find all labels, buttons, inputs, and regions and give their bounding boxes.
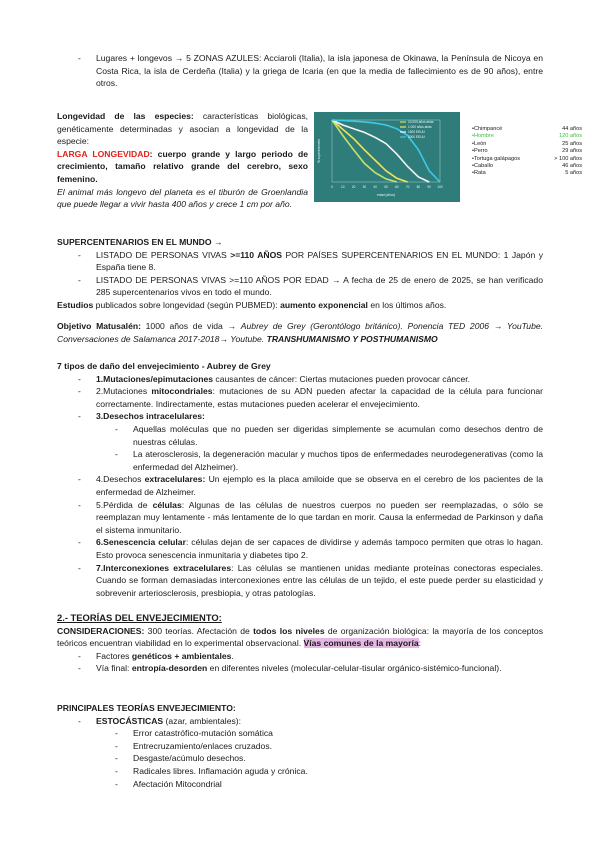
survival-chart <box>314 112 460 202</box>
estudios-line: Estudios publicados sobre longevidad (según PUBMED): aumento exponencial en los últimos años. <box>57 299 447 310</box>
x-tick-label: 80 <box>416 185 421 189</box>
principales-title: PRINCIPALES TEORÍAS ENVEJECIMIENTO: <box>57 703 236 713</box>
list-item: - 6.Senescencia celular: células dejan de ser capaces de dividirse y además tampoco permiten que otras lo hagan. Esto provoca senescencia inmunitaria y diabetes tipo 2. <box>78 537 544 560</box>
sub-list-item: - La aterosclerosis, la degeneración macular y muchos tipos de enfermedades neurodegenerativas (como la enfermedad del Alzheimer). <box>115 449 543 472</box>
species-row <box>472 133 582 140</box>
list-item: - 3.Desechos intracelulares: <box>78 411 205 422</box>
list-item: - LISTADO DE PERSONAS VIVAS >=110 AÑOS POR EDAD → A fecha de 25 de enero de 2025, se han verificado 285 supercentenarios vivos en todo el mundo. <box>78 274 543 298</box>
species-value: 46 años <box>562 163 582 170</box>
legend-label: 2000 EEUU <box>408 135 425 139</box>
species-name: •Hombre <box>472 133 494 140</box>
species-row <box>472 163 582 170</box>
supercentenarios-block <box>57 236 543 312</box>
tipos-title: 7 tipos de daño del envejecimiento - Aubrey de Grey <box>57 361 271 371</box>
species-name: •Perro <box>472 148 488 155</box>
legend-label: 1900 EEUU <box>408 130 425 134</box>
x-tick-label: 50 <box>384 185 388 189</box>
longevidad-text: características biológicas, genéticamente determinadas y asocian a longevidad de la especie: <box>57 111 308 147</box>
teorias-title: 2.- TEORÍAS DEL ENVEJECIMIENTO: <box>57 612 222 623</box>
x-tick-label: 10 <box>341 185 345 189</box>
tipos-dano-block <box>57 360 543 599</box>
teorias-block <box>57 612 543 675</box>
species-value: 5 años <box>565 170 582 177</box>
list-item: - Factores genéticos + ambientales. <box>78 650 234 661</box>
consideraciones-text: CONSIDERACIONES: 300 teorías. Afectación de todos los niveles de organización biológica: la mayoría de los conceptos teóricos encuentran viabilidad en lo experimental observacional. Vías comunes de la mayoría: <box>57 625 543 649</box>
species-name: •Tortuga galápagos <box>472 155 520 162</box>
species-value: 25 años <box>562 140 582 147</box>
x-tick-label: 60 <box>395 185 399 189</box>
larga-longevidad-label: LARGA LONGEVIDAD <box>57 148 150 159</box>
species-value: 120 años <box>558 133 582 140</box>
estocasticas-sublist <box>57 727 543 790</box>
species-row <box>472 126 582 133</box>
list-item: - LISTADO DE PERSONAS VIVAS >=110 AÑOS POR PAÍSES SUPERCENTENARIOS EN EL MUNDO: 1 Japón y España tiene 8. <box>78 249 543 273</box>
x-tick-label: 30 <box>362 185 367 189</box>
species-value: 29 años <box>562 148 582 155</box>
zonas-prefix: Lugares + longevos → 5 ZONAS AZULES: <box>96 53 264 63</box>
x-tick-label: 40 <box>373 185 377 189</box>
survival-chart-svg <box>314 112 460 202</box>
y-axis-label: % supervivientes <box>317 138 321 164</box>
supercentenarios-title: SUPERCENTENARIOS EN EL MUNDO → <box>57 237 223 247</box>
species-row <box>472 141 582 148</box>
list-item: - 5.Pérdida de células: Algunas de las células de nuestros cuerpos no pueden ser reemplazadas, o sólo se reemplazan muy lentamente - más lentamente de lo que tardan en morir. Causa la enfermedad de Parkinson y daña el sistema inmunitario. <box>78 499 543 535</box>
list-item: - 7.Interconexiones extracelulares: Las células se mantienen unidas mediante proteínas conectoras especiales. Cuando se forman demasiadas interconexiones entre las células de un tejido, el este puede perder su elasticidad y sobrevenir arteriosclerosis, presbiopia, y otras patologías. <box>78 562 543 598</box>
species-name: •Rata <box>472 170 486 177</box>
list-item: - 4.Desechos extracelulares: Un ejemplo es la placa amiloide que se observa en el cerebro de los pacientes de la enfermedad de Alzheimer. <box>78 474 543 497</box>
species-name: •Caballo <box>472 163 493 170</box>
sub-list-item: - Entrecruzamiento/enlaces cruzados. <box>115 740 273 751</box>
x-tick-label: 70 <box>405 185 410 189</box>
species-value: 44 años <box>562 126 582 132</box>
sub-list-item: - Afectación Mitocondrial <box>115 778 222 789</box>
species-name: •León <box>472 140 487 147</box>
x-tick-label: 20 <box>351 185 356 189</box>
species-name: •Chimpancé <box>472 126 503 132</box>
zonas-text: Acciaroli (Italia), la isla japonesa de Okinawa, la Península de Nicoya en Costa Rica, la isla de Cerdeña (Italia) y la griega de Icaria (en que la media de fallecimiento es de 90 años), entre otros. <box>96 53 543 89</box>
list-item: - Vía final: entropía-desorden en diferentes niveles (molecular-celular-tisular orgánico-sistémico-funcional). <box>78 663 502 674</box>
species-row <box>472 170 582 177</box>
x-tick-label: 0 <box>331 185 333 189</box>
legend-label: 1.000 años atrás <box>408 125 432 129</box>
x-axis-label: edad (años) <box>376 193 396 197</box>
larga-longevidad-text: : cuerpo grande y largo periodo de crecimiento, tamaño relativo grande del cerebro, sexo femenino. <box>57 148 308 184</box>
list-item: - 1.Mutaciones/epimutaciones causantes de cáncer: Ciertas mutaciones pueden provocar cáncer. <box>78 373 471 384</box>
legend-label: 10.000 años atrás <box>408 120 434 124</box>
sub-list-item: - Error catastrófico-mutación somática <box>115 728 273 739</box>
species-row <box>472 156 582 163</box>
sub-list-item: - Aquellas moléculas que no pueden ser digeridas simplemente se acumulan como desechos dentro de nuestras células. <box>115 423 543 447</box>
species-row <box>472 148 582 155</box>
x-tick-label: 90 <box>427 185 431 189</box>
longevidad-block <box>57 110 308 211</box>
x-tick-label: 100 <box>437 185 443 189</box>
species-value: > 100 años <box>554 155 582 162</box>
list-item: - 2.Mutaciones mitocondriales: mutaciones de su ADN pueden afectar la capacidad de la célula para funcionar correctamente. Indirectamente, estas mutaciones pueden acelerar el envejecimiento. <box>78 386 543 409</box>
longevidad-title: Longevidad de las especies: <box>57 111 194 121</box>
sub-list-item: - Radicales libres. Inflamación aguda y crónica. <box>115 765 308 776</box>
sub-list-item: - Desgaste/acúmulo desechos. <box>115 753 246 764</box>
species-longevity-table <box>472 126 582 178</box>
principales-block <box>57 702 543 790</box>
matusalen-block: Objetivo Matusalén: 1000 años de vida → Aubrey de Grey (Gerontólogo británico). Ponencia TED 2006 → YouTube. Conversaciones de Salamanca 2017-2018→ Youtube. TRANSHUMANISMO Y POSTHUMANISMO <box>57 321 544 344</box>
list-item: - ESTOCÁSTICAS (azar, ambientales): <box>78 715 242 726</box>
tiburon-text: El animal más longevo del planeta es el tiburón de Groenlandia que puede llegar a vivir hasta 400 años y crece 1 cm por año. <box>57 186 308 210</box>
zonas-azules-item: - Lugares + longevos → 5 ZONAS AZULES: Acciaroli (Italia), la isla japonesa de Okinawa, la Península de Nicoya en Costa Rica, la isla de Cerdeña (Italia) y la griega de Icaria (en que la media de fallecimiento es de 90 años), entre otros. <box>78 53 543 89</box>
